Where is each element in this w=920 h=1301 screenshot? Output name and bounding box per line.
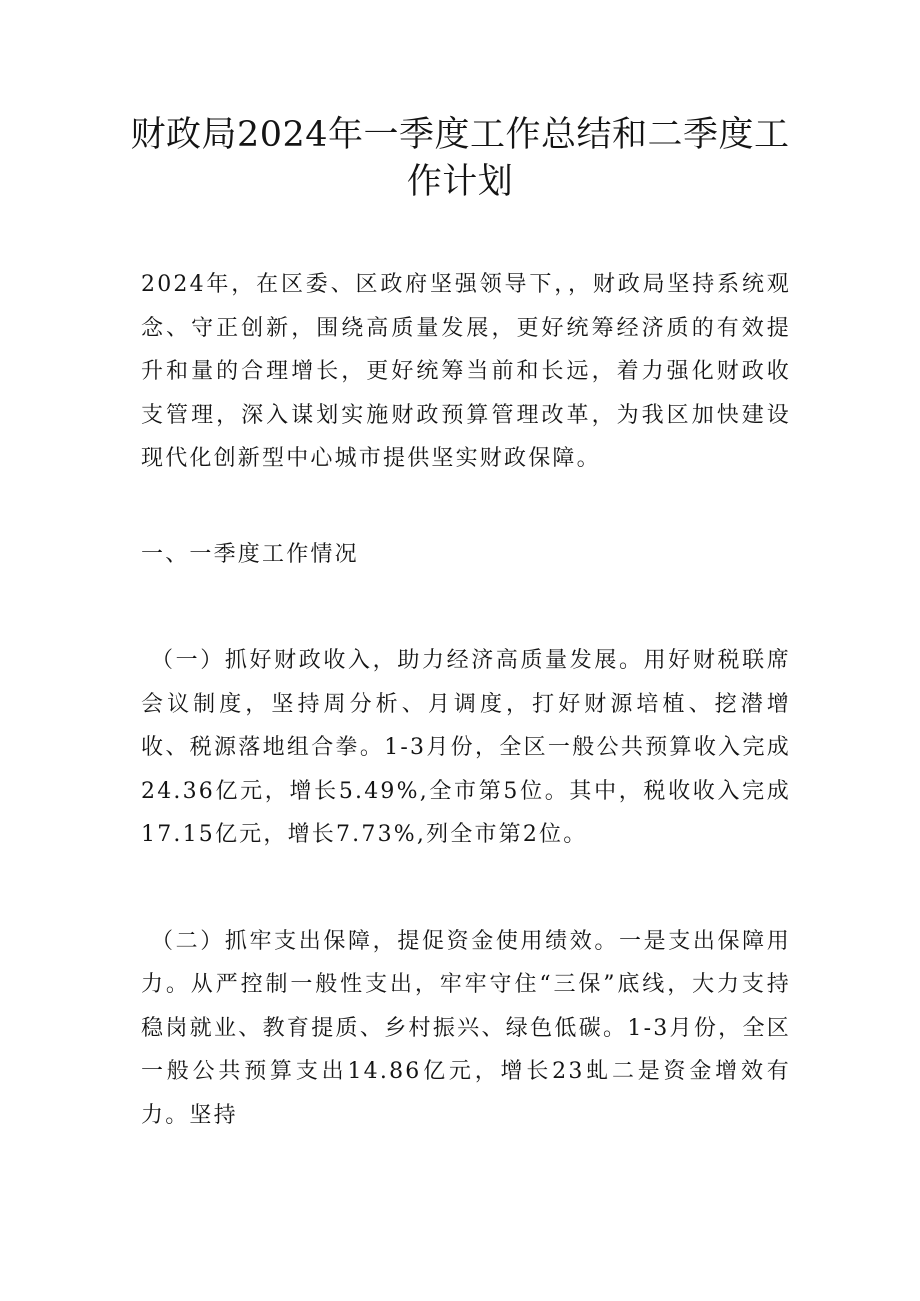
document-title <box>120 112 800 206</box>
paragraph-expenditure-guarantee: （二）抓牢支出保障，提促资金使用绩效。一是支出保障用力。从严控制一般性支出，牢牢守住“三保”底线，大力支持稳岗就业、教育提质、乡村振兴、绿色低碳。1-3月份，全区一般公共预算支出14.86亿元，增长23虬二是资金增效有力。坚持 <box>141 928 791 1128</box>
title-line-1: 财政局2024年一季度工作总结和二季度工 <box>130 115 790 155</box>
section-heading-q1-work: 一、一季度工作情况 <box>141 541 359 567</box>
title-line-2: 作计划 <box>406 162 514 202</box>
document-body <box>141 263 791 1137</box>
intro-paragraph: 2024年，在区委、区政府坚强领导下，，财政局坚持系统观念、守正创新，围绕高质量发展，更好统筹经济质的有效提升和量的合理增长，更好统筹当前和长远，着力强化财政收支管理，深入谋划实施财政预算管理改革，为我区加快建设现代化创新型中心城市提供坚实财政保障。 <box>141 272 791 471</box>
paragraph-fiscal-revenue: （一）抓好财政收入，助力经济高质量发展。用好财税联席会议制度，坚持周分析、月调度，打好财源培植、挖潜增收、税源落地组合拳。1-3月份，全区一般公共预算收入完成24.36亿元，增长5.49%,全市第5位。其中，税收收入完成17.15亿元，增长7.73%,列全市第2位。 <box>141 648 791 847</box>
